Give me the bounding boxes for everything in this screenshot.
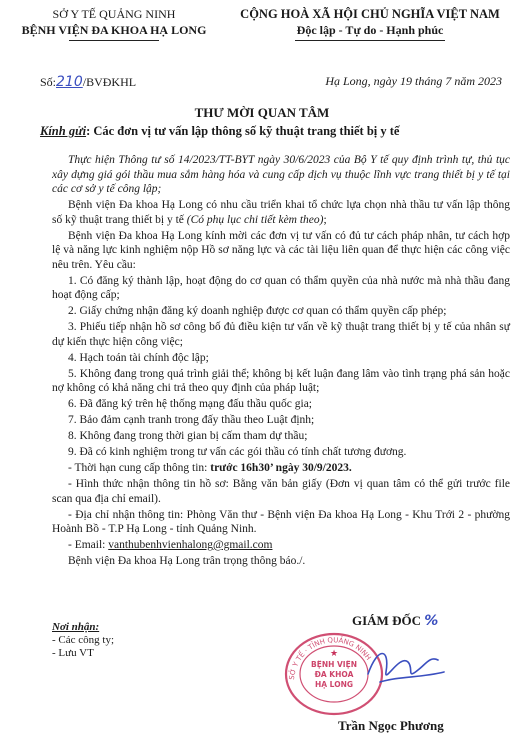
handwritten-signature (360, 636, 450, 696)
seal-star-icon: ★ (329, 648, 339, 658)
document-title: THƯ MỜI QUAN TÂM (194, 105, 330, 120)
addressee-text: : Các đơn vị tư vấn lập thông số kỹ thuật trang thiết bị y tế (86, 124, 400, 138)
document-number (40, 74, 136, 90)
national-motto: Độc lập - Tự do - Hạnh phúc (296, 23, 444, 37)
legal-basis: Thực hiện Thông tư số 14/2023/TT-BYT ngày 30/6/2023 của Bộ Y tế quy định trình tự, thủ tục xây dựng giá gói thầu mua sắm hàng hóa và cung cấp dịch vụ thuộc lĩnh vực trang thiết bị y tế tại các cơ sở y tế công lập; (52, 154, 510, 195)
submission-address: - Địa chỉ nhận thông tin: Phòng Văn thư - Bệnh viện Đa khoa Hạ Long - Khu Trới 2 - phường Hoành Bồ - T.P Hạ Long - tỉnh Quảng Ninh. (52, 508, 510, 535)
email-link[interactable]: vanthubenhvienhalong@gmail.com (108, 539, 273, 551)
recipients-heading: Nơi nhận: (52, 621, 100, 633)
signer-title (352, 613, 438, 629)
requirement-item: 1. Có đăng ký thành lập, hoạt động do cơ quan có thẩm quyền của nhà nước mà nhà thầu đang hoạt động cấp; (52, 274, 510, 301)
email-line (52, 538, 510, 553)
recipient-entry: - Lưu VT (52, 647, 94, 659)
addressee (40, 124, 510, 139)
seal-arc-text: SỞ Y TẾ · TỈNH QUẢNG NINH (287, 636, 373, 681)
place-date: Hạ Long, ngày 19 tháng 7 năm 2023 (325, 74, 502, 88)
handwritten-number: 210 (56, 74, 83, 90)
national-header (222, 6, 518, 41)
requirement-item: 8. Không đang trong thời gian bị cấm tham dự thầu; (68, 430, 308, 442)
appendix-note: (Có phụ lục chi tiết kèm theo) (186, 213, 324, 226)
doc-number-suffix: /BVĐKHL (82, 75, 137, 89)
requirement-item: 4. Hạch toán tài chính độc lập; (68, 351, 209, 364)
recipients-block (52, 621, 114, 660)
signer-title-text: GIÁM ĐỐC (352, 613, 421, 628)
deadline-value: trước 16h30’ ngày 30/9/2023. (210, 462, 352, 474)
requirement-item: 7. Bảo đảm cạnh tranh trong đấy thầu theo Luật định; (68, 414, 315, 426)
requirement-item: 2. Giấy chứng nhận đăng ký doanh nghiệp được cơ quan có thẩm quyền cấp phép; (68, 305, 447, 317)
requirement-item: 5. Không đang trong quá trình giải thể; không bị kết luận đang lâm vào tình trạng phá sản hoặc nợ không có khả năng chi trả theo quy định của pháp luật; (52, 367, 510, 394)
motto-underline (295, 40, 445, 41)
header-underline (69, 40, 159, 41)
requirement-item: 3. Phiếu tiếp nhận hồ sơ công bố đủ điều kiện tư vấn về kỹ thuật trang thiết bị y tế của nhân sự dự kiến thực hiện công việc; (52, 321, 510, 348)
seal-line: BỆNH VIỆN (311, 660, 357, 669)
need-end: ; (323, 213, 327, 226)
hospital-name: BỆNH VIỆN ĐA KHOA HẠ LONG (21, 23, 207, 37)
doc-number-prefix: Số: (40, 75, 57, 89)
handwritten-initial: % (424, 613, 439, 629)
paragraph-need (52, 198, 510, 227)
paragraph-invitation: Bệnh viện Đa khoa Hạ Long kính mời các đơn vị tư vấn có đủ tư cách pháp nhân, tư cách hợp lệ và năng lực kinh nghiệm nộp Hồ sơ năng lực và các tài liệu liên quan để thực hiện các công việc nêu trên. Yêu cầu: (52, 229, 510, 271)
signer-name: Trần Ngọc Phương (338, 718, 444, 733)
letter-body (52, 153, 510, 570)
requirement-item: 6. Đã đăng ký trên hệ thống mạng đấu thầu quốc gia; (68, 398, 312, 410)
nation-name: CỘNG HOÀ XÃ HỘI CHỦ NGHĨA VIỆT NAM (240, 7, 500, 21)
seal-line: ĐA KHOA (314, 670, 354, 679)
submission-form: - Hình thức nhận thông tin hồ sơ: Bằng văn bản giấy (Đơn vị quan tâm có thể gửi trước file scan qua địa chỉ email). (52, 478, 510, 505)
seal-line: HẠ LONG (314, 680, 354, 689)
deadline (52, 461, 510, 476)
issuer-header (14, 6, 214, 41)
recipient-entry: - Các công ty; (52, 634, 115, 646)
need-text: Bệnh viện Đa khoa Hạ Long có nhu cầu triển khai tổ chức lựa chọn nhà thầu tư vấn lập thông số kỹ thuật trang thiết bị y tế (52, 199, 510, 226)
addressee-label: Kính gửi (40, 124, 87, 138)
closing-line: Bệnh viện Đa khoa Hạ Long trân trọng thông báo./. (68, 555, 306, 567)
requirement-item: 9. Đã có kinh nghiệm trong tư vấn các gói thầu có tính chất tương đương. (68, 446, 407, 458)
deadline-label: - Thời hạn cung cấp thông tin: (68, 462, 211, 474)
ministry-name: SỞ Y TẾ QUẢNG NINH (52, 7, 176, 21)
email-label: - Email: (68, 539, 109, 551)
